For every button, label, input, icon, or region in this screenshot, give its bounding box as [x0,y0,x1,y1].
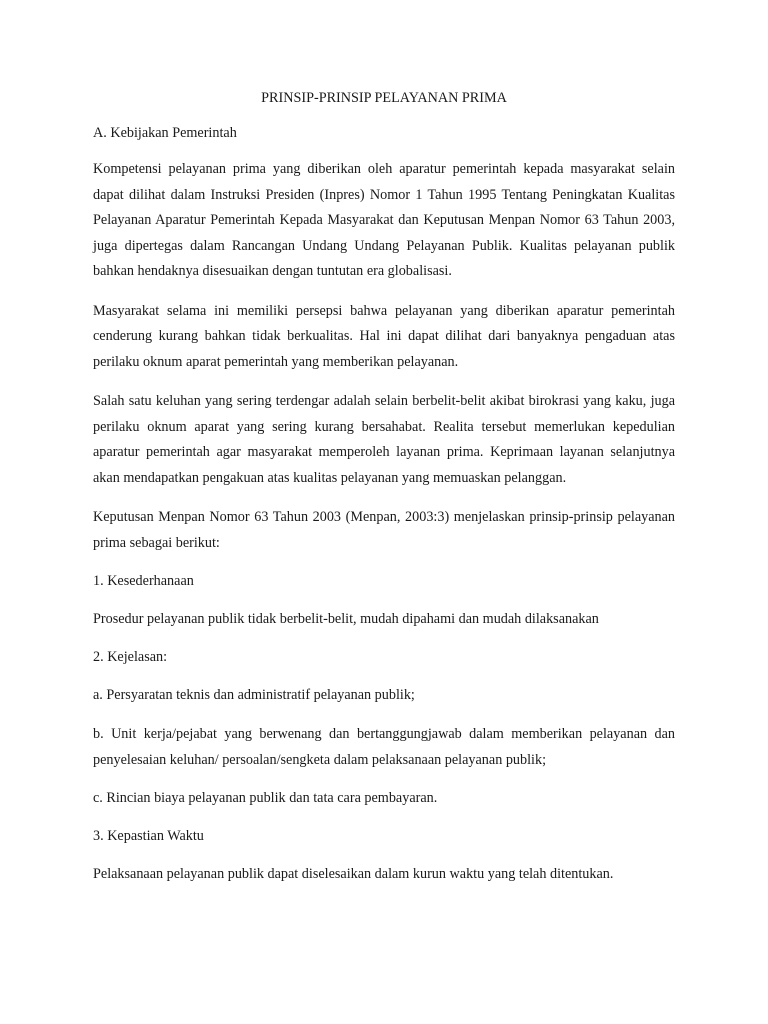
paragraph-keluhan: Salah satu keluhan yang sering terdengar adalah selain berbelit-belit akibat birokrasi yang kaku, juga perilaku oknum aparat yang sering kurang bersahabat. Realita tersebut memerlukan kepedulian aparatur pemerintah agar masyarakat memperoleh layanan prima. Keprimaan layanan selanjutnya akan mendapatkan pengakuan atas kualitas pelayanan yang memuaskan pelanggan. [93,393,675,486]
list-item-title-kesederhanaan: 1. Kesederhanaan [93,573,194,589]
document-title: PRINSIP-PRINSIP PELAYANAN PRIMA [261,90,507,106]
paragraph-persepsi: Masyarakat selama ini memiliki persepsi bahwa pelayanan yang diberikan aparatur pemerintah cenderung kurang bahkan tidak berkualitas. Hal ini dapat dilihat dari banyaknya pengaduan atas perilaku oknum aparat pemerintah yang memberikan pelayanan. [93,302,675,370]
sub-item-unit-kerja: b. Unit kerja/pejabat yang berwenang dan bertanggungjawab dalam memberikan pelayanan dan penyelesaian keluhan/ persoalan/sengketa dalam pelaksanaan pelayanan publik; [93,726,675,768]
section-heading-kebijakan: A. Kebijakan Pemerintah [93,125,237,141]
sub-item-persyaratan: a. Persyaratan teknis dan administratif pelayanan publik; [93,687,415,703]
list-item-title-kepastian-waktu: 3. Kepastian Waktu [93,828,204,844]
paragraph-keputusan-menpan: Keputusan Menpan Nomor 63 Tahun 2003 (Menpan, 2003:3) menjelaskan prinsip-prinsip pelayanan prima sebagai berikut: [93,509,675,551]
list-item-text-kepastian-waktu: Pelaksanaan pelayanan publik dapat diselesaikan dalam kurun waktu yang telah ditentukan. [93,866,614,882]
sub-item-rincian-biaya: c. Rincian biaya pelayanan publik dan tata cara pembayaran. [93,790,438,806]
list-item-text-kesederhanaan: Prosedur pelayanan publik tidak berbelit-belit, mudah dipahami dan mudah dilaksanakan [93,611,599,627]
list-item-title-kejelasan: 2. Kejelasan: [93,649,168,665]
paragraph-kompetensi: Kompetensi pelayanan prima yang diberikan oleh aparatur pemerintah kepada masyarakat selain dapat dilihat dalam Instruksi Presiden (Inpres) Nomor 1 Tahun 1995 Tentang Peningkatan Kualitas Pelayanan Aparatur Pemerintah Kepada Masyarakat dan Keputusan Menpan Nomor 63 Tahun 2003, juga dipertegas dalam Rancangan Undang Undang Pelayanan Publik. Kualitas pelayanan publik bahkan hendaknya disesuaikan dengan tuntutan era globalisasi. [93,161,675,279]
document-body [93,88,675,901]
